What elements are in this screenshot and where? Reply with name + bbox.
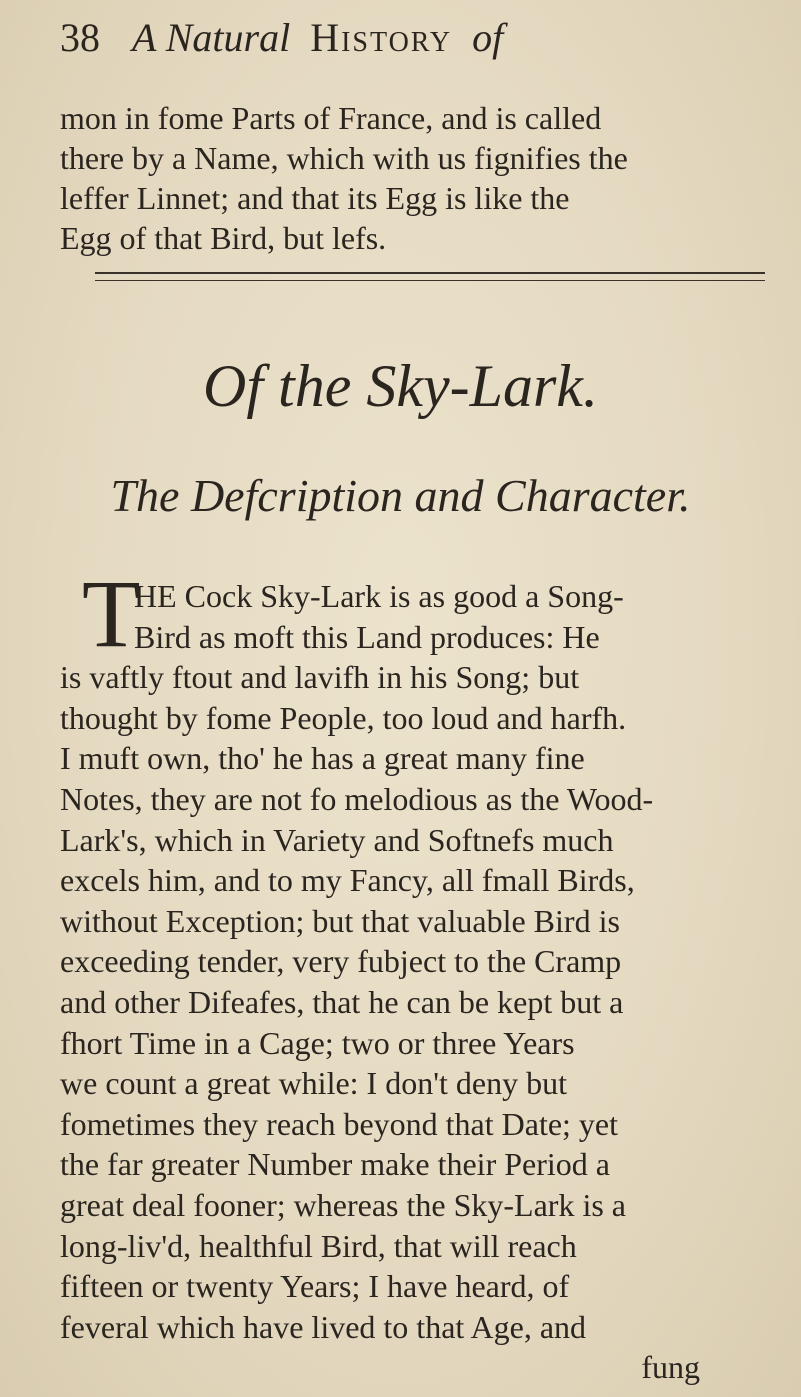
intro-line: leffer Linnet; and that its Egg is like the (60, 180, 570, 216)
intro-paragraph (60, 98, 628, 258)
body-line: great deal fooner; whereas the Sky-Lark is a (60, 1186, 626, 1223)
body-line: fhort Time in a Cage; two or three Years (60, 1024, 575, 1061)
intro-line: mon in fome Parts of France, and is called (60, 100, 602, 136)
page-number: 38 (60, 15, 100, 60)
body-line: Bird as moft this Land produces: He (134, 618, 600, 655)
section-title-of: Of (203, 353, 264, 419)
section-subtitle: The Defcription and Character. (110, 470, 691, 521)
body-line: fometimes they reach beyond that Date; yet (60, 1105, 619, 1142)
body-line: I muft own, tho' he has a great many fine (60, 740, 585, 777)
body-line: excels him, and to my Fancy, all fmall Birds, (60, 862, 635, 899)
body-line: is vaftly ftout and lavifh in his Song; but (60, 659, 580, 696)
body-line: feveral which have lived to that Age, and (60, 1308, 587, 1345)
body-line: and other Difeafes, that he can be kept but a (60, 983, 624, 1020)
intro-line: there by a Name, which with us fignifies the (60, 140, 628, 176)
intro-line: Egg of that Bird, but lefs. (60, 220, 387, 256)
body-line: Notes, they are not fo melodious as the Wood- (60, 780, 654, 817)
header-title-history: History (310, 15, 453, 60)
running-header (60, 14, 780, 74)
section-divider (95, 272, 765, 281)
header-title-of: of (472, 15, 504, 60)
section-title (0, 350, 801, 422)
body-line: we count a great while: I don't deny but (60, 1065, 567, 1102)
body-line: fifteen or twenty Years; I have heard, of (60, 1268, 570, 1305)
body-line: without Exception; but that valuable Bird is (60, 902, 620, 939)
body-line: long-liv'd, healthful Bird, that will reach (60, 1227, 577, 1264)
catchword: fung (641, 1349, 700, 1386)
body-line: HE Cock Sky-Lark is as good a Song- (134, 578, 624, 614)
body-line: Lark's, which in Variety and Softnefs much (60, 821, 614, 858)
drop-cap: T (82, 560, 141, 667)
header-title-italic: A Natural (132, 15, 291, 60)
body-line: the far greater Number make their Period a (60, 1146, 610, 1183)
body-line: exceeding tender, very fubject to the Cramp (60, 943, 622, 980)
body-paragraph (60, 576, 700, 1388)
section-title-rest: the Sky-Lark. (278, 353, 598, 419)
body-line: thought by fome People, too loud and harfh. (60, 699, 627, 736)
